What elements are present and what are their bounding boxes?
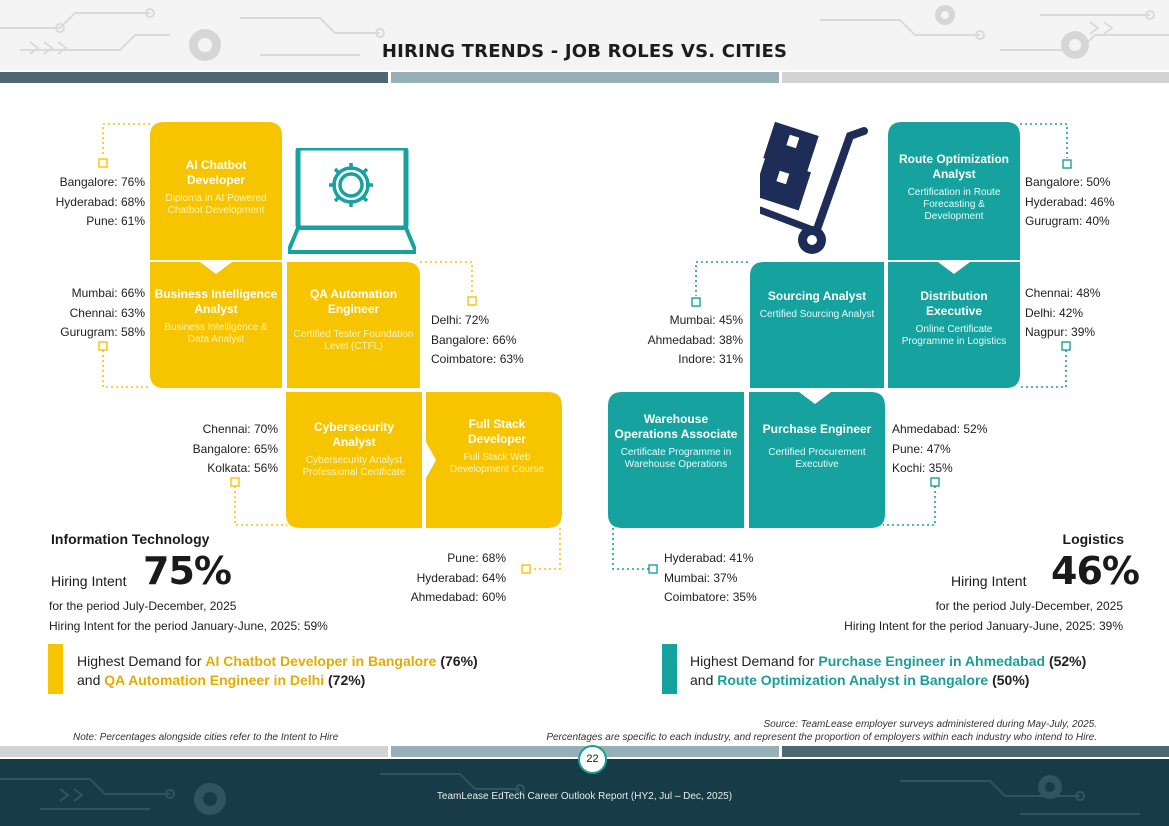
course-name: Certified Procurement Executive <box>768 447 866 470</box>
city-list-full-stack: Pune: 68% Hyderabad: 64% Ahmedabad: 60% <box>410 551 506 604</box>
role-tile-business-intelligence-analyst <box>150 262 282 388</box>
bottom-band-light <box>0 746 388 757</box>
note-left: Note: Percentages alongside cities refer to the Intent to Hire <box>73 732 339 743</box>
city-list-sourcing: Mumbai: 45% Ahmedabad: 38% Indore: 31% <box>647 313 743 366</box>
page-title: HIRING TRENDS - JOB ROLES VS. CITIES <box>381 41 788 62</box>
role-tile-cybersecurity-analyst <box>286 392 422 528</box>
role-tile-distribution-executive <box>888 262 1020 388</box>
role-name: Warehouse Operations Associate <box>614 412 738 441</box>
note-right: Source: TeamLease employer surveys administered during May-July, 2025. Percentages are specific to each industry, and represent the proportion of employers within each industry who intend to Hire. <box>546 719 1097 743</box>
bottom-band-dark <box>782 746 1169 757</box>
role-tile-route-optimization-analyst <box>888 122 1020 260</box>
highest-demand-logistics: Highest Demand for Purchase Engineer in Ahmedabad (52%) and Route Optimization Analyst in Bangalore (50%) <box>690 653 1087 688</box>
city-list-ai-chatbot: Bangalore: 76% Hyderabad: 68% Pune: 61% <box>55 175 145 228</box>
hiring-intent-label-it: Hiring Intent <box>51 573 127 589</box>
period-logistics: for the period July-December, 2025 <box>935 599 1123 613</box>
city-list-distribution: Chennai: 48% Delhi: 42% Nagpur: 39% <box>1025 286 1101 339</box>
course-name: Certificate Programme in Warehouse Operations <box>620 447 732 470</box>
role-tile-sourcing-analyst <box>750 262 884 388</box>
role-name: AI Chatbot Developer <box>185 158 247 187</box>
role-tile-purchase-engineer <box>749 392 885 528</box>
previous-intent-logistics: Hiring Intent for the period January-June, 2025: 39% <box>844 619 1123 633</box>
role-name: Distribution Executive <box>920 289 988 318</box>
hiring-intent-value-it: 75% <box>143 549 231 593</box>
course-name: Business Intelligence & Data Analyst <box>164 322 268 345</box>
footer-text: TeamLease EdTech Career Outlook Report (HY2, Jul – Dec, 2025) <box>436 791 733 802</box>
hiring-intent-value-logistics: 46% <box>1051 549 1139 593</box>
role-tile-full-stack-developer <box>426 392 562 528</box>
industry-name-it: Information Technology <box>51 531 210 547</box>
highest-demand-it: Highest Demand for AI Chatbot Developer in Bangalore (76%) and QA Automation Engineer in Delhi (72%) <box>77 653 478 688</box>
role-name: Sourcing Analyst <box>767 289 867 303</box>
course-name: Cybersecurity Analyst Professional Certificate <box>302 455 406 478</box>
city-list-business-intelligence: Mumbai: 66% Chennai: 63% Gurugram: 58% <box>60 286 145 339</box>
role-tile-ai-chatbot-developer <box>150 122 282 260</box>
previous-intent-it: Hiring Intent for the period January-June, 2025: 59% <box>49 619 328 633</box>
city-list-purchase: Ahmedabad: 52% Pune: 47% Kochi: 35% <box>892 422 988 475</box>
role-name: Full Stack Developer <box>467 417 527 446</box>
laptop-gear-icon <box>288 148 416 254</box>
industry-name-logistics: Logistics <box>1062 531 1124 547</box>
hand-truck-boxes-icon <box>760 122 885 257</box>
role-tile-qa-automation-engineer <box>287 262 420 388</box>
city-list-route-optimization: Bangalore: 50% Hyderabad: 46% Gurugram: 40% <box>1025 175 1115 228</box>
city-list-qa-automation: Delhi: 72% Bangalore: 66% Coimbatore: 63% <box>431 313 524 366</box>
city-list-warehouse: Hyderabad: 41% Mumbai: 37% Coimbatore: 35% <box>664 551 757 604</box>
demand-bar-logistics <box>662 644 677 694</box>
period-it: for the period July-December, 2025 <box>49 599 237 613</box>
course-name: Online Certificate Programme in Logistics <box>901 324 1007 347</box>
city-list-cybersecurity: Chennai: 70% Bangalore: 65% Kolkata: 56% <box>192 422 278 475</box>
course-name: Full Stack Web Development Course <box>450 452 544 475</box>
course-name: Certified Tester Foundation Level (CTFL) <box>293 329 414 352</box>
role-name: Purchase Engineer <box>762 422 872 436</box>
role-name: Business Intelligence Analyst <box>154 287 278 316</box>
course-name: Certification in Route Forecasting & Development <box>907 187 1001 222</box>
hiring-intent-label-logistics: Hiring Intent <box>951 573 1027 589</box>
role-name: Route Optimization Analyst <box>899 152 1009 181</box>
demand-bar-it <box>48 644 63 694</box>
role-tile-warehouse-operations-associate <box>608 392 744 528</box>
role-name: QA Automation Engineer <box>309 287 398 316</box>
role-name: Cybersecurity Analyst <box>313 420 395 449</box>
course-name: Certified Sourcing Analyst <box>759 309 875 320</box>
course-name: Diploma in AI Powered Chatbot Development <box>165 193 267 216</box>
page-number: 22 <box>578 745 607 774</box>
